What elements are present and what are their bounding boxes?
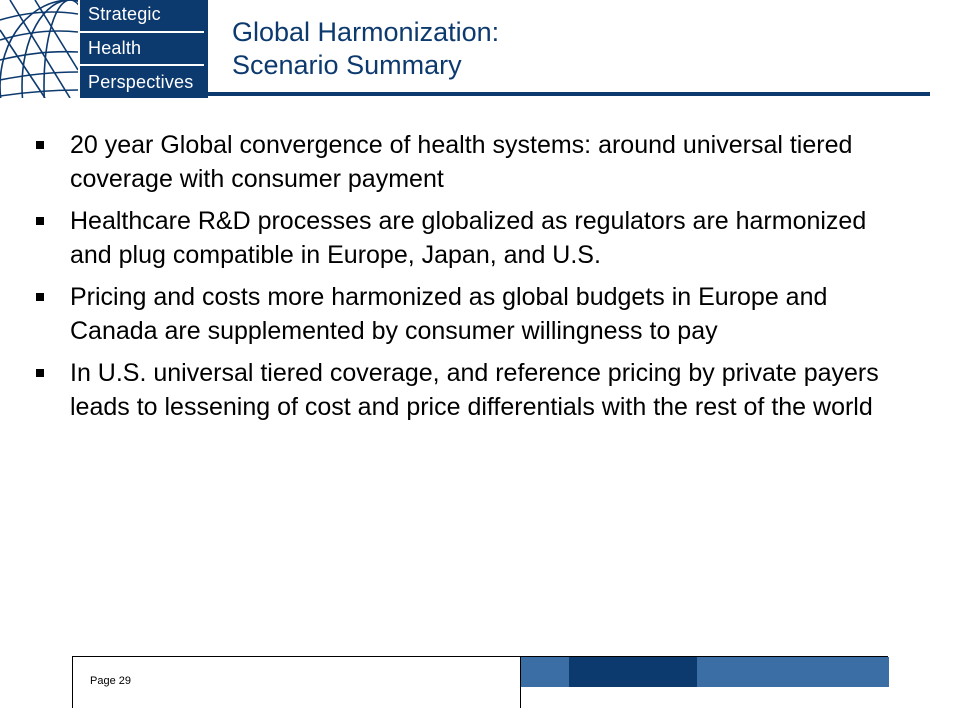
bullet-text: Healthcare R&D processes are globalized as regulators are harmonized and plug compatible in Europe, Japan, and U.S. bbox=[70, 207, 867, 269]
footer-color-bar bbox=[521, 657, 569, 687]
logo-word-perspectives: Perspectives bbox=[88, 72, 194, 92]
title-line-2: Scenario Summary bbox=[232, 50, 462, 80]
bullet-item bbox=[34, 356, 914, 424]
logo-divider bbox=[80, 64, 204, 66]
logo-wordmark bbox=[80, 0, 204, 98]
square-bullet-icon bbox=[36, 293, 44, 301]
bullet-text: In U.S. universal tiered coverage, and reference pricing by private payers leads to lessening of cost and price differentials with the rest of the world bbox=[70, 359, 879, 421]
footer-color-bar bbox=[697, 657, 889, 687]
bullet-text: Pricing and costs more harmonized as global budgets in Europe and Canada are supplemented by consumer willingness to pay bbox=[70, 283, 828, 345]
logo-edge bbox=[204, 0, 208, 98]
slide-title bbox=[232, 16, 499, 82]
logo-word-health: Health bbox=[88, 38, 142, 58]
header-rule bbox=[208, 92, 930, 96]
footer-left-rule bbox=[72, 656, 73, 708]
title-line-1: Global Harmonization: bbox=[232, 17, 500, 47]
square-bullet-icon bbox=[36, 217, 44, 225]
company-logo bbox=[0, 0, 208, 98]
square-bullet-icon bbox=[36, 141, 44, 149]
logo-word-strategic: Strategic bbox=[88, 4, 161, 24]
bullet-list bbox=[34, 128, 914, 432]
page-number: Page 29 bbox=[90, 675, 131, 687]
logo-divider bbox=[80, 31, 204, 33]
footer-color-bar bbox=[569, 657, 697, 687]
bullet-text: 20 year Global convergence of health systems: around universal tiered coverage with consumer payment bbox=[70, 131, 853, 193]
square-bullet-icon bbox=[36, 369, 44, 377]
bullet-item bbox=[34, 280, 914, 348]
bullet-item bbox=[34, 204, 914, 272]
bullet-item bbox=[34, 128, 914, 196]
globe-icon bbox=[0, 0, 78, 98]
